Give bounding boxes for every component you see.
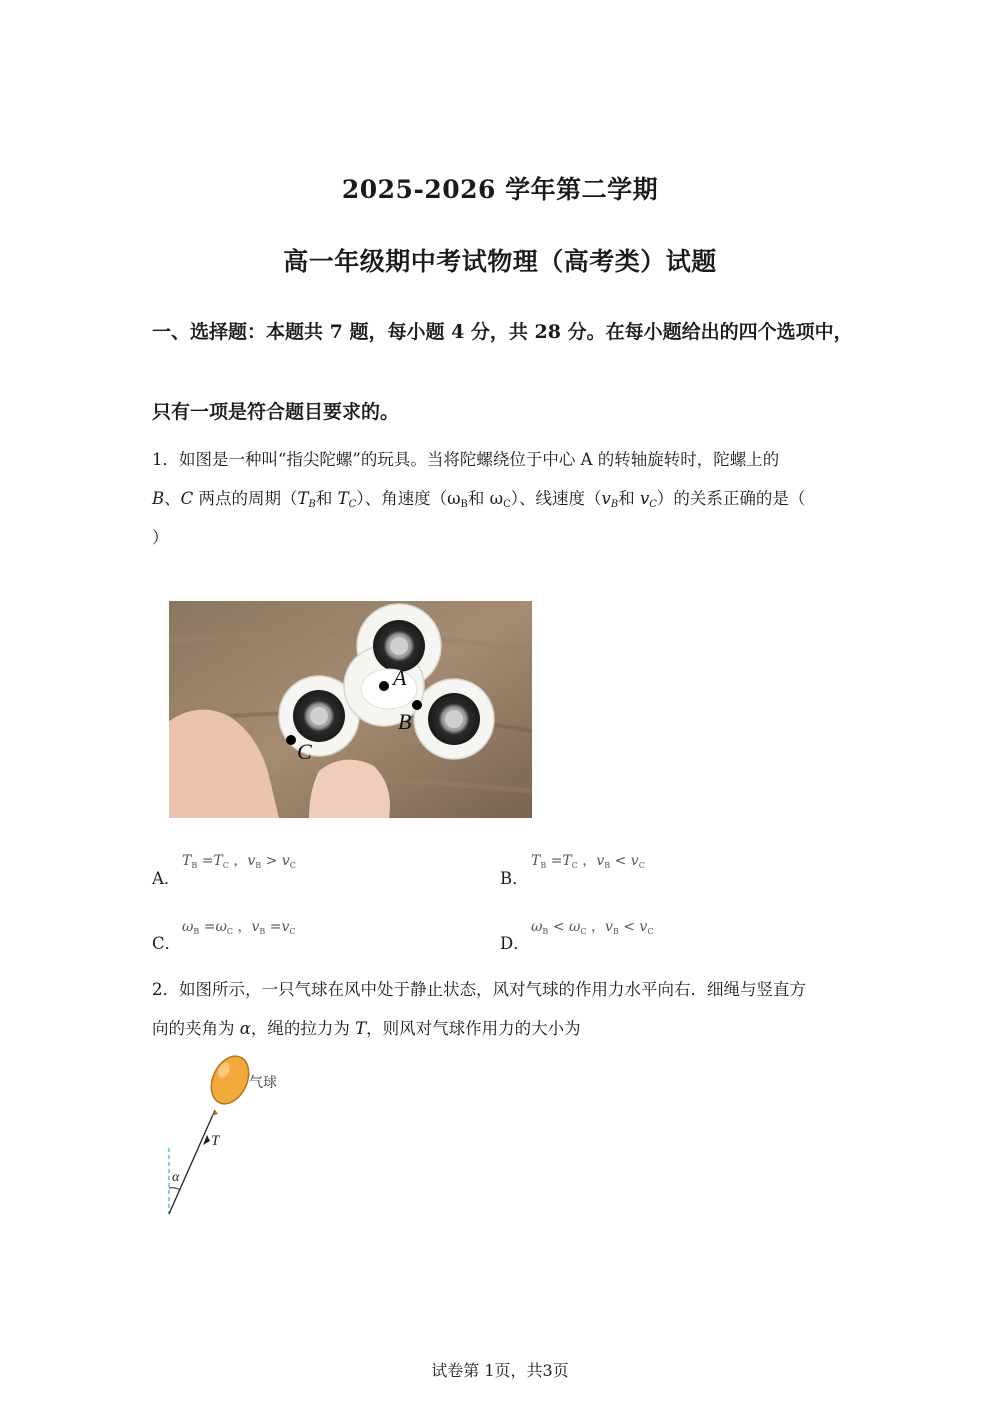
f: ω: [215, 919, 227, 935]
velocity-c-sub: C: [649, 499, 657, 510]
op: =: [269, 919, 282, 935]
f: v: [251, 919, 260, 935]
s: B: [612, 927, 619, 936]
f: T: [182, 853, 192, 869]
fidget-spinner-photo: [169, 601, 532, 818]
s: C: [222, 861, 229, 870]
f: ω: [531, 919, 543, 935]
option-a-letter: A．: [152, 869, 181, 888]
q2-text: 向的夹角为: [152, 1019, 240, 1038]
s: C: [571, 861, 578, 870]
s: C: [647, 927, 654, 936]
q1-stem-line2: [152, 491, 852, 510]
q1-text: 和: [315, 489, 338, 508]
figure-point-a: A: [393, 665, 407, 690]
balloon-diagram: [160, 1050, 320, 1220]
q2-stem-line1: 2．如图所示，一只气球在风中处于静止状态，风对气球的作用力水平向右．细绳与竖直方: [152, 980, 806, 999]
f: v: [639, 919, 648, 935]
op: <: [552, 919, 565, 935]
omega-b-sub: B: [460, 499, 468, 510]
q2-stem-line2: [152, 1021, 852, 1038]
q2-text: ，绳的拉力为: [250, 1019, 356, 1038]
f: v: [596, 853, 605, 869]
s: B: [191, 861, 198, 870]
f: v: [281, 919, 290, 935]
point-b-label: B: [152, 489, 165, 508]
s: C: [289, 861, 296, 870]
sep: ，: [237, 919, 252, 935]
option-c-formula: [182, 916, 296, 936]
op: <: [623, 919, 635, 935]
f: v: [247, 853, 256, 869]
point-c-label: C: [180, 489, 194, 508]
tension-symbol: T: [355, 1019, 367, 1038]
f: v: [281, 853, 290, 869]
s: B: [193, 927, 200, 936]
s: C: [580, 927, 587, 936]
period-c-sub: C: [348, 499, 357, 510]
balloon-figure: [160, 1050, 320, 1220]
sep: ，: [590, 919, 605, 935]
exam-subject-title: 高一年级期中考试物理（高考类）试题: [283, 247, 717, 276]
q1-text: ）、角速度（ω: [356, 489, 461, 508]
option-b[interactable]: [500, 865, 529, 889]
option-d-letter: D．: [500, 934, 530, 953]
option-c[interactable]: [152, 930, 181, 954]
option-b-formula: [531, 850, 645, 870]
option-a-formula: [182, 850, 296, 870]
option-c-letter: C．: [152, 934, 182, 953]
figure-point-c: C: [297, 739, 312, 764]
s: C: [289, 927, 296, 936]
period-b-sub: B: [308, 499, 316, 510]
q1-text: 两点的周期（: [193, 489, 298, 508]
op: <: [614, 853, 627, 869]
option-b-letter: B．: [500, 869, 529, 888]
op: =: [203, 919, 216, 935]
option-d-formula: [531, 916, 653, 936]
s: B: [540, 861, 547, 870]
op: =: [201, 853, 214, 869]
f: v: [604, 919, 613, 935]
sep: ，: [582, 853, 597, 869]
op: >: [265, 853, 278, 869]
period-b: T: [297, 489, 309, 508]
f: T: [531, 853, 541, 869]
sep: ，: [233, 853, 248, 869]
s: B: [542, 927, 549, 936]
q1-text: 、: [164, 489, 181, 508]
tension-label: T: [211, 1133, 220, 1149]
period-c: T: [337, 489, 349, 508]
q1-text: ）的关系正确的是（: [656, 489, 806, 508]
s: C: [226, 927, 234, 936]
s: B: [255, 861, 262, 870]
f: T: [562, 853, 572, 869]
section-heading-line2: 只有一项是符合题目要求的。: [152, 401, 400, 423]
omega-c-sub: C: [503, 499, 511, 510]
f: ω: [182, 919, 194, 935]
angle-label: α: [172, 1170, 180, 1185]
figure-point-b: B: [398, 709, 412, 734]
exam-year-title: 2025-2026 学年第二学期: [341, 175, 659, 204]
op: =: [550, 853, 563, 869]
s: B: [259, 927, 266, 936]
q2-text: ，则风对气球作用力的大小为: [366, 1019, 581, 1038]
velocity-b-sub: B: [610, 499, 619, 510]
q1-stem-line1: 1．如图是一种叫“指尖陀螺”的玩具。当将陀螺绕位于中心 A 的转轴旋转时，陀螺上的: [152, 450, 780, 469]
fidget-spinner-illustration: [169, 601, 532, 818]
alpha-symbol: α: [239, 1019, 251, 1038]
s: C: [638, 861, 645, 870]
q1-text: ）、线速度（: [510, 489, 602, 508]
f: T: [213, 853, 223, 869]
option-a[interactable]: [152, 865, 180, 889]
option-d[interactable]: [500, 930, 530, 954]
q1-text: 和 ω: [467, 489, 504, 508]
balloon-label: 气球: [249, 1075, 277, 1091]
f: v: [630, 853, 639, 869]
q1-stem-line3: ）: [152, 528, 169, 547]
velocity-b: v: [601, 489, 611, 508]
velocity-c: v: [639, 489, 650, 508]
s: B: [604, 861, 611, 870]
section-heading-line1: 一、选择题：本题共 7 题，每小题 4 分，共 28 分。在每小题给出的四个选项中，: [152, 321, 853, 343]
q1-text: 和: [618, 489, 640, 508]
page-footer: 试卷第 1页，共3页: [431, 1361, 569, 1380]
f: ω: [568, 919, 581, 935]
